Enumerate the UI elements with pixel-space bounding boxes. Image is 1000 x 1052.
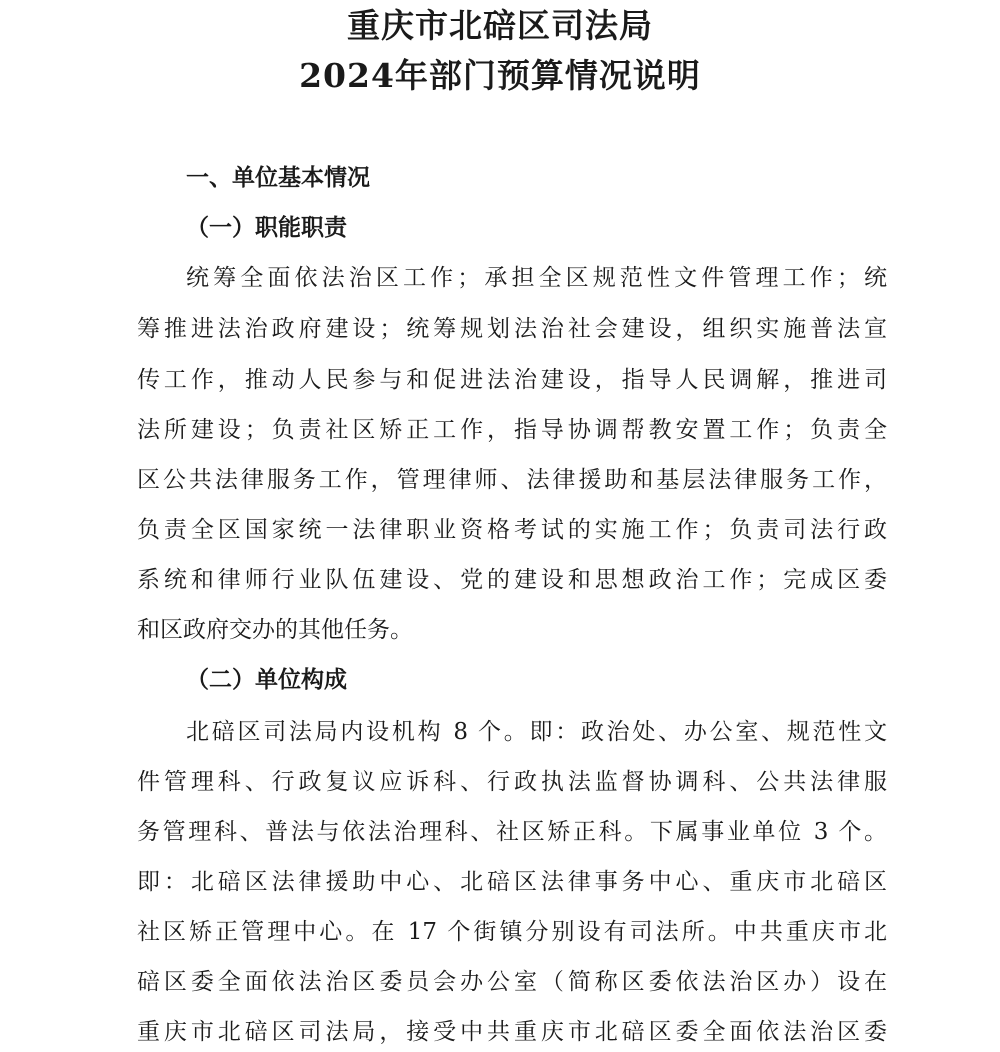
paragraph-line: 系统和律师行业队伍建设、党的建设和思想政治工作；完成区委	[137, 567, 887, 593]
section-heading-basic-info: 一、单位基本情况	[186, 165, 370, 191]
paragraph-line: 务管理科、普法与依法治理科、社区矫正科。下属事业单位 3 个。	[137, 819, 887, 845]
paragraph-line: 碚区委全面依法治区委员会办公室（简称区委依法治区办）设在	[137, 969, 887, 995]
paragraph-line: 统筹全面依法治区工作；承担全区规范性文件管理工作；统	[186, 265, 887, 291]
paragraph-line: 负责全区国家统一法律职业资格考试的实施工作；负责司法行政	[137, 517, 887, 543]
paragraph-line: 重庆市北碚区司法局，接受中共重庆市北碚区委全面依法治区委	[137, 1019, 887, 1045]
subsection-heading-composition: （二）单位构成	[186, 666, 347, 693]
paragraph-line: 和区政府交办的其他任务。	[137, 617, 413, 643]
paragraph-line: 北碚区司法局内设机构 8 个。即：政治处、办公室、规范性文	[186, 719, 887, 745]
paragraph-line: 区公共法律服务工作，管理律师、法律援助和基层法律服务工作，	[137, 467, 887, 493]
subsection-heading-functions: （一）职能职责	[186, 214, 347, 241]
paragraph-line: 传工作，推动人民参与和促进法治建设，指导人民调解，推进司	[137, 367, 887, 393]
paragraph-line: 社区矫正管理中心。在 17 个街镇分别设有司法所。中共重庆市北	[137, 919, 887, 945]
paragraph-line: 即：北碚区法律援助中心、北碚区法律事务中心、重庆市北碚区	[137, 869, 887, 895]
document-title-line-2: 2024年部门预算情况说明	[299, 56, 701, 95]
paragraph-line: 件管理科、行政复议应诉科、行政执法监督协调科、公共法律服	[137, 769, 887, 795]
document-title-line-1: 重庆市北碚区司法局	[347, 6, 653, 45]
paragraph-line: 法所建设；负责社区矫正工作，指导协调帮教安置工作；负责全	[137, 417, 887, 443]
paragraph-line: 筹推进法治政府建设；统筹规划法治社会建设，组织实施普法宣	[137, 316, 887, 342]
